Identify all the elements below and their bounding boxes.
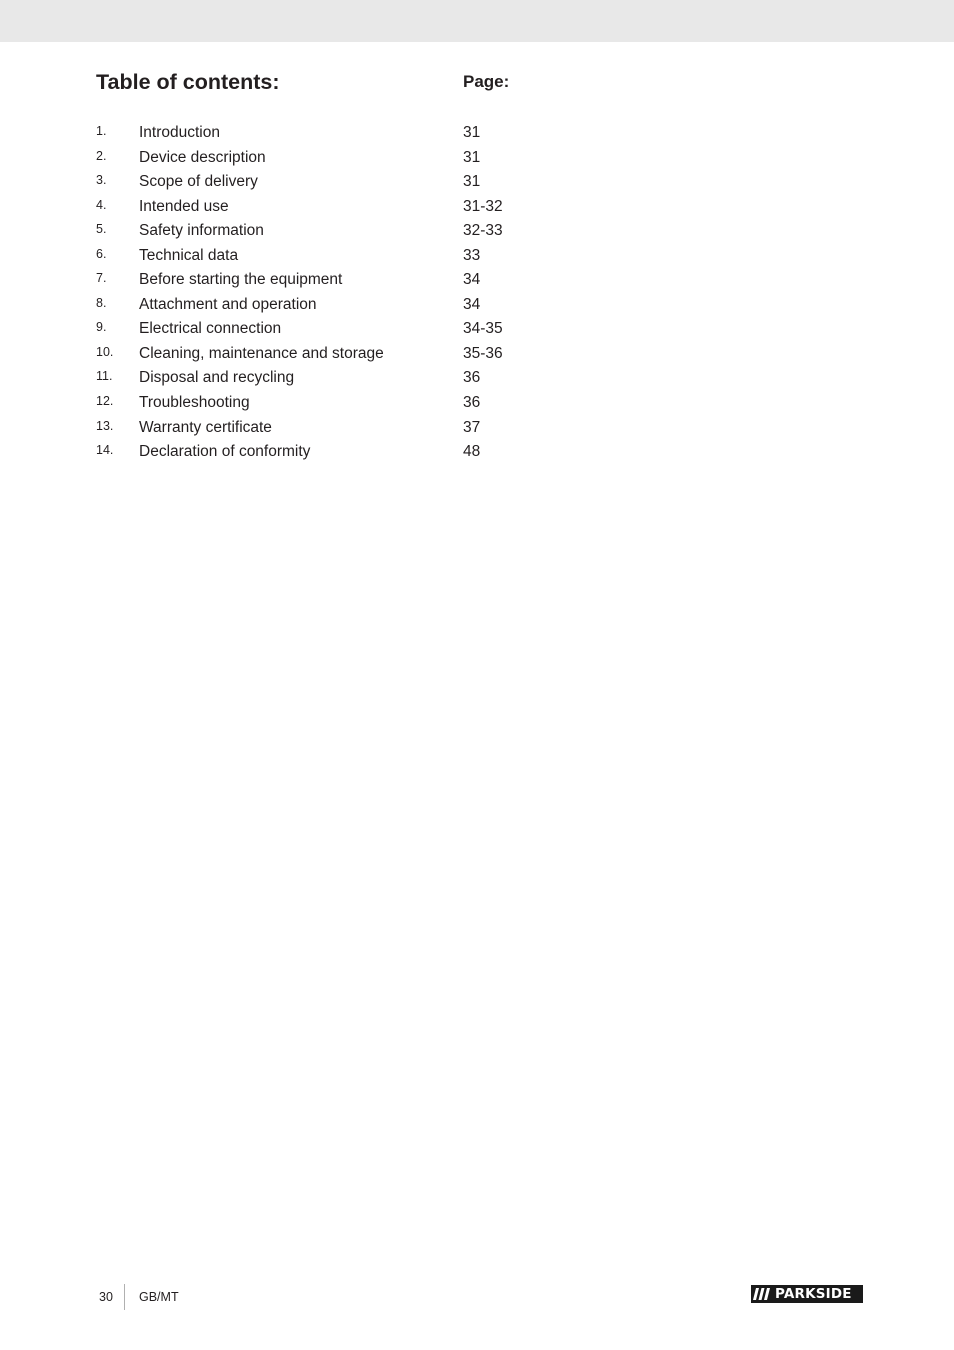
toc-item xyxy=(96,440,596,465)
toc-item-number: 3. xyxy=(96,173,107,188)
toc-item-page: 48 xyxy=(463,443,481,461)
toc-item xyxy=(96,121,596,146)
toc-item-label: Device description xyxy=(139,148,266,166)
toc-item xyxy=(96,366,596,391)
toc-item-page: 31 xyxy=(463,124,481,141)
page-title: Table of contents: xyxy=(96,70,280,94)
toc-item-label: Warranty certificate xyxy=(139,418,272,436)
toc-item-label: Scope of delivery xyxy=(139,173,258,191)
toc-item-number: 13. xyxy=(96,418,114,433)
toc-item xyxy=(96,170,596,195)
toc-item xyxy=(96,195,596,220)
toc-item-number: 5. xyxy=(96,222,107,237)
toc-item-label: Electrical connection xyxy=(139,320,282,338)
footer-language: GB/MT xyxy=(139,1290,179,1304)
toc-item-page: 37 xyxy=(463,418,481,436)
toc-item xyxy=(96,293,596,318)
toc-item xyxy=(96,219,596,244)
toc-item-number: 7. xyxy=(96,271,107,286)
toc-item-number: 4. xyxy=(96,197,107,212)
toc-item-label: Troubleshooting xyxy=(139,394,250,412)
toc-item-page: 33 xyxy=(463,246,481,264)
toc-item-page: 34 xyxy=(463,271,481,289)
toc-item xyxy=(96,416,596,441)
toc-item-number: 12. xyxy=(96,394,114,409)
top-band xyxy=(0,0,954,42)
toc-item-number: 14. xyxy=(96,443,114,458)
toc-item xyxy=(96,317,596,342)
toc-list xyxy=(96,121,596,465)
toc-item-page: 32-33 xyxy=(463,222,503,240)
toc-item-page: 35-36 xyxy=(463,344,503,362)
footer-page-number: 30 xyxy=(99,1290,113,1304)
toc-item-number: 10. xyxy=(96,344,114,359)
toc-item-page: 31 xyxy=(463,148,481,166)
toc-item xyxy=(96,342,596,367)
toc-item xyxy=(96,146,596,171)
diagonal-stripes-icon xyxy=(751,1285,775,1303)
toc-item xyxy=(96,391,596,416)
toc-item-page: 34 xyxy=(463,295,481,313)
toc-item-page: 34-35 xyxy=(463,320,503,338)
brand-name: PARKSIDE xyxy=(775,1286,852,1302)
toc-item-page: 36 xyxy=(463,369,481,387)
toc-item xyxy=(96,268,596,293)
toc-item-label: Declaration of conformity xyxy=(139,443,311,461)
toc-item-label: Attachment and operation xyxy=(139,295,317,313)
toc-item-label: Introduction xyxy=(139,124,220,141)
toc-item-label: Safety information xyxy=(139,222,264,240)
toc-item-label: Disposal and recycling xyxy=(139,369,295,387)
toc-item-number: 6. xyxy=(96,246,107,261)
toc-item-number: 1. xyxy=(96,124,107,138)
footer-divider xyxy=(124,1284,125,1310)
toc-item-number: 8. xyxy=(96,295,107,310)
parkside-logo xyxy=(751,1285,863,1303)
toc-item-label: Before starting the equipment xyxy=(139,271,343,289)
toc-item-number: 11. xyxy=(96,369,113,384)
toc-item-number: 2. xyxy=(96,148,107,163)
toc-item-page: 31 xyxy=(463,173,481,191)
toc-item-page: 31-32 xyxy=(463,197,503,215)
toc-item-number: 9. xyxy=(96,320,107,335)
page-column-heading: Page: xyxy=(463,72,510,91)
toc-item-page: 36 xyxy=(463,394,481,412)
toc-item-label: Intended use xyxy=(139,197,229,215)
toc-item xyxy=(96,244,596,269)
toc-item-label: Technical data xyxy=(139,246,239,264)
toc-item-label: Cleaning, maintenance and storage xyxy=(139,344,384,362)
